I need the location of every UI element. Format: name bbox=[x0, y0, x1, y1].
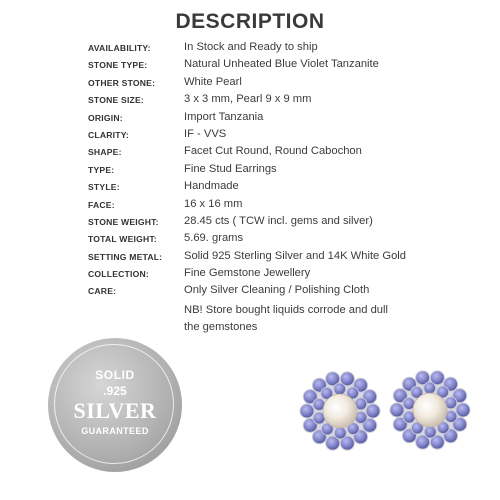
pearl bbox=[323, 394, 357, 428]
spec-label: TOTAL WEIGHT: bbox=[88, 234, 157, 245]
spec-value: Solid 925 Sterling Silver and 14K White Gold bbox=[184, 249, 407, 262]
spec-value: Import Tanzania bbox=[184, 110, 264, 123]
badge-silver-text: SILVER bbox=[73, 398, 157, 423]
care-note-line-1: NB! Store bought liquids corrode and dull bbox=[184, 303, 388, 316]
badge-guaranteed-text: GUARANTEED bbox=[81, 426, 149, 436]
tanzanite-stone bbox=[424, 426, 436, 438]
spec-label: OTHER STONE: bbox=[88, 77, 156, 88]
spec-label: SETTING METAL: bbox=[88, 251, 163, 262]
spec-label: COLLECTION: bbox=[88, 269, 149, 280]
spec-label: STONE SIZE: bbox=[88, 95, 144, 106]
earring-right bbox=[390, 371, 470, 449]
tanzanite-stone bbox=[390, 403, 404, 417]
spec-label: ORIGIN: bbox=[88, 112, 123, 123]
badge-925-text: .925 bbox=[103, 384, 127, 398]
spec-label: AVAILABILITY: bbox=[88, 43, 151, 53]
spec-value: Only Silver Cleaning / Polishing Cloth bbox=[184, 284, 370, 297]
tanzanite-stone bbox=[334, 383, 346, 395]
spec-label: CARE: bbox=[88, 286, 117, 297]
spec-label: TYPE: bbox=[88, 164, 115, 175]
spec-value: Handmade bbox=[184, 180, 239, 193]
spec-value: Fine Stud Earrings bbox=[184, 162, 277, 175]
spec-value: In Stock and Ready to ship bbox=[184, 41, 318, 53]
spec-label: STONE WEIGHT: bbox=[88, 216, 159, 227]
earring-left bbox=[300, 372, 380, 450]
spec-value: Fine Gemstone Jewellery bbox=[184, 267, 311, 280]
spec-value: 28.45 cts ( TCW incl. gems and silver) bbox=[184, 214, 373, 227]
spec-value: 16 x 16 mm bbox=[184, 197, 243, 210]
tanzanite-stone bbox=[334, 427, 346, 439]
tanzanite-stone bbox=[456, 403, 470, 417]
page-title: DESCRIPTION bbox=[175, 10, 325, 33]
tanzanite-stone bbox=[424, 382, 436, 394]
tanzanite-stone bbox=[366, 404, 380, 418]
spec-label: STYLE: bbox=[88, 182, 120, 193]
pearl bbox=[413, 393, 447, 427]
spec-value: 3 x 3 mm, Pearl 9 x 9 mm bbox=[184, 93, 312, 106]
spec-value: Facet Cut Round, Round Cabochon bbox=[184, 145, 362, 158]
spec-value: 5.69. grams bbox=[184, 232, 244, 245]
spec-label: SHAPE: bbox=[88, 147, 122, 158]
spec-label: CLARITY: bbox=[88, 129, 130, 140]
tanzanite-stone bbox=[300, 404, 314, 418]
care-note-line-2: the gemstones bbox=[184, 321, 258, 334]
spec-label: FACE: bbox=[88, 199, 115, 210]
spec-value: Natural Unheated Blue Violet Tanzanite bbox=[184, 58, 379, 71]
badge-solid-text: SOLID bbox=[95, 368, 135, 382]
spec-label: STONE TYPE: bbox=[88, 60, 148, 71]
spec-value: IF - VVS bbox=[184, 127, 227, 140]
spec-value: White Pearl bbox=[184, 75, 242, 88]
